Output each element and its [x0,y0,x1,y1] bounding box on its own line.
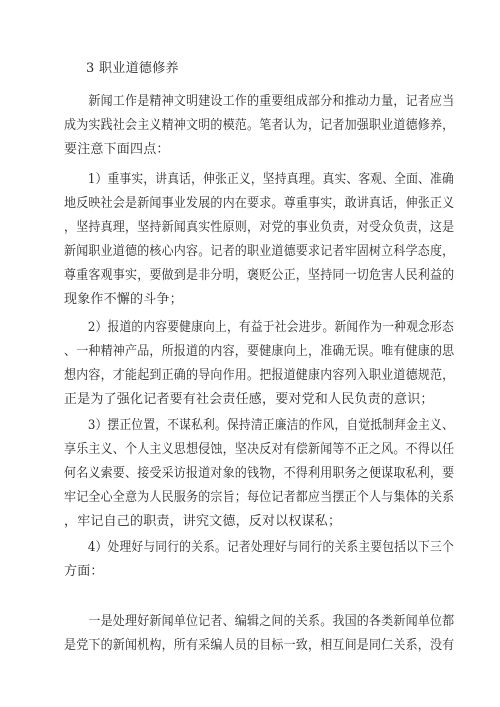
paragraph-line: 何名义索要、接受采访报道对象的钱物，不得利用职务之便谋取私利，要 [64,466,455,481]
paragraph-line: 要注意下面四点： [64,142,170,157]
paragraph-line: 是党下的新闻机构，所有采编人员的目标一致，相互间是同仁关系，没有 [64,638,455,653]
paragraph-line: 3）摆正位置，不谋私利。保持清正廉洁的作风，自觉抵制拜金主义、 [64,418,454,433]
paragraph-item-one [64,610,454,658]
paragraph-line: 4）处理好与同行的关系。记者处理好与同行的关系主要包括以下三个 [64,540,454,555]
paragraph-point-2 [64,316,454,412]
paragraph-line: 1）重事实，讲真话，伸张正义，坚持真理。真实、客观、全面、准确 [64,172,454,187]
paragraph-line: 成为实践社会主义精神文明的模范。笔者认为，记者加强职业道德修养， [64,118,455,133]
paragraph-line: 尊重客观事实，要做到是非分明，褒贬公正，坚持同一切危害人民利益的 [64,268,455,283]
paragraph-line: 正是为了强化记者要有社会责任感，要对党和人民负责的意识； [64,392,434,407]
paragraph-point-1 [64,168,454,312]
paragraph-line: ，坚持真理，坚持新闻真实性原则，对党的事业负责，对受众负责，这是 [64,220,455,235]
paragraph-line: 方面： [64,564,104,579]
paragraph-line: 、一种精神产品，所报道的内容，要健康向上，准确无误。唯有健康的思 [64,344,455,359]
paragraph-point-4 [64,536,454,584]
paragraph-line: 享乐主义、个人主义思想侵蚀，坚决反对有偿新闻等不正之风。不得以任 [64,442,455,457]
paragraph-line: 牢记全心全意为人民服务的宗旨；每位记者都应当摆正个人与集体的关系 [64,490,455,505]
paragraph-line: 新闻职业道德的核心内容。记者的职业道德要求记者牢固树立科学态度， [64,244,455,259]
paragraph-intro [64,90,454,162]
paragraph-line: 2）报道的内容要健康向上，有益于社会进步。新闻作为一种观念形态 [64,320,454,335]
paragraph-line: 一是处理好新闻单位记者、编辑之间的关系。我国的各类新闻单位都 [64,614,455,629]
paragraph-line: 现象作不懈的斗争； [64,292,183,307]
paragraph-line: ，牢记自己的职责，讲究文德，反对以权谋私； [64,514,342,529]
section-heading: 3 职业道德修养 [86,61,179,76]
paragraph-line: 新闻工作是精神文明建设工作的重要组成部分和推动力量，记者应当 [64,94,455,109]
paragraph-line: 想内容，才能起到正确的导向作用。把报道健康内容列入职业道德规范， [64,368,455,383]
paragraph-line: 地反映社会是新闻事业发展的内在要求。尊重事实，敢讲真话，伸张正义 [64,196,455,211]
paragraph-point-3 [64,414,454,534]
